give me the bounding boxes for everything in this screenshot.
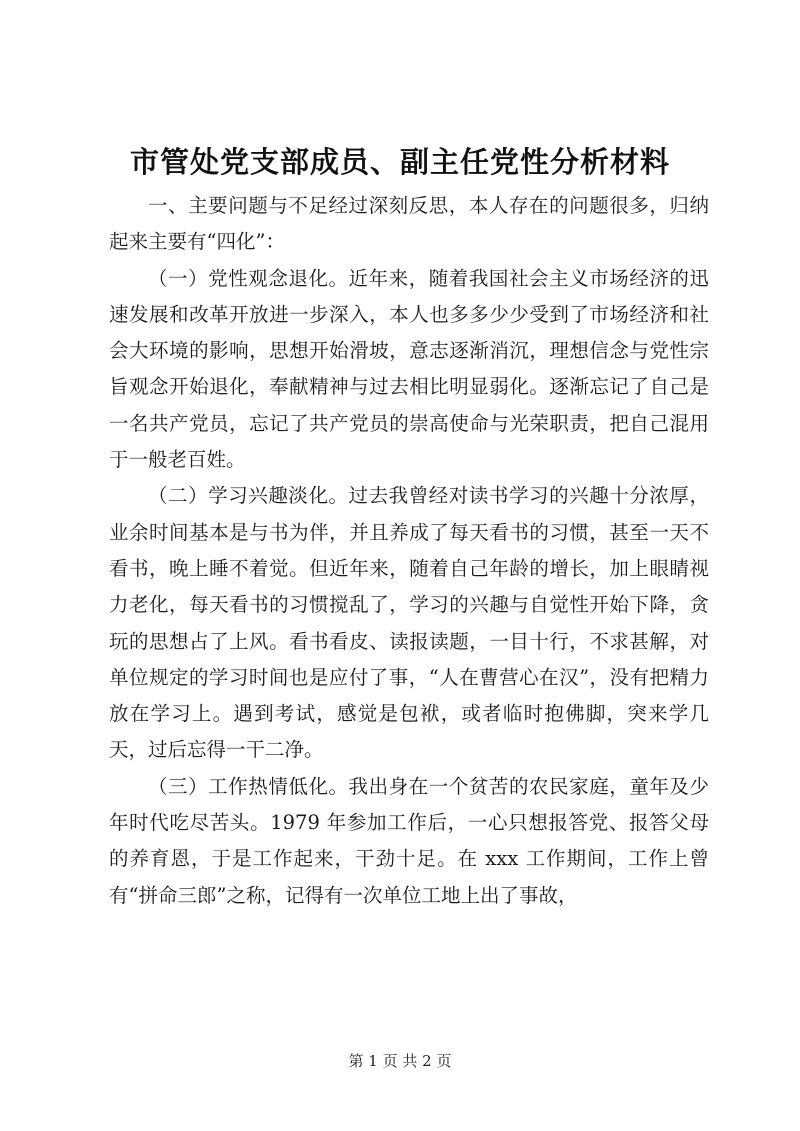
paragraph-section-2: （二）学习兴趣淡化。过去我曾经对读书学习的兴趣十分浓厚，业余时间基本是与书为伴，并且养成了每天看书的习惯，甚至一天不看书，晚上睡不着觉。但近年来，随着自己年龄的增长，加上眼睛视力老化，每天看书的习惯搅乱了，学习的兴趣与自觉性开始下降，贪玩的思想占了上风。看书看皮、读报读题，一目十行，不求甚解，对单位规定的学习时间也是应付了事，“人在曹营心在汉”，没有把精力放在学习上。遇到考试，感觉是包袱，或者临时抱佛脚，突来学几天，过后忘得一干二净。 [109, 484, 709, 762]
document-body [109, 188, 709, 914]
page-footer: 第 1 页 共 2 页 [348, 1052, 452, 1070]
paragraph-intro: 一、主要问题与不足经过深刻反思，本人存在的问题很多，归纳起来主要有“四化”： [109, 194, 709, 254]
paragraph-section-1: （一）党性观念退化。近年来，随着我国社会主义市场经济的迅速发展和改革开放进一步深入，本人也多多少少受到了市场经济和社会大环境的影响，思想开始滑坡，意志逐渐消沉，理想信念与党性宗旨观念开始退化，奉献精神与过去相比明显弱化。逐渐忘记了自己是一名共产党员，忘记了共产党员的崇高使命与光荣职责，把自己混用于一般老百姓。 [109, 266, 709, 472]
paragraph-section-3: （三）工作热情低化。我出身在一个贫苦的农民家庭，童年及少年时代吃尽苦头。1979 年参加工作后，一心只想报答党、报答父母的养育恩，于是工作起来，干劲十足。在 xxx 工作期间，工作上曾有“拼命三郎”之称，记得有一次单位工地上出了事故， [109, 774, 709, 907]
document-title: 市管处党支部成员、副主任党性分析材料 [129, 145, 670, 179]
